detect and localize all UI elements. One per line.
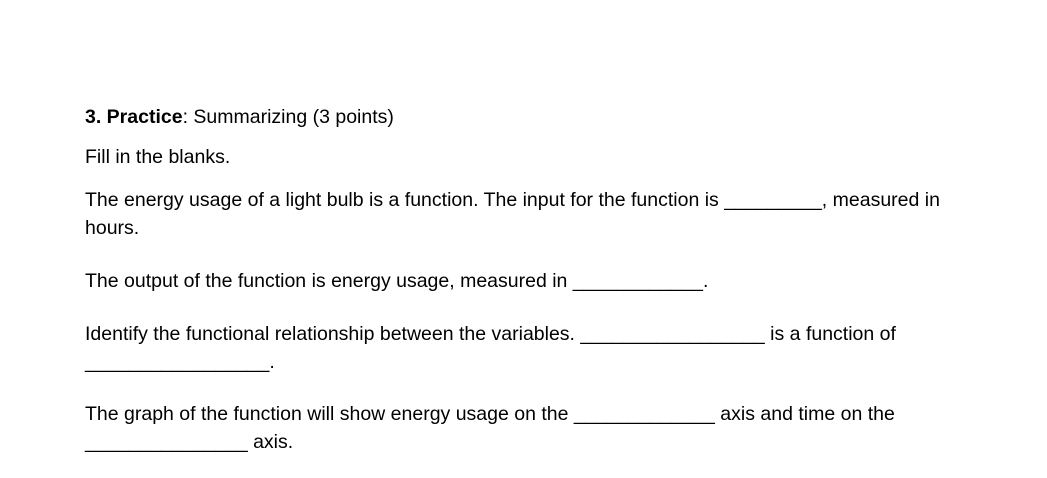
paragraph-input-line-2: hours.: [85, 217, 140, 239]
instruction-text: Fill in the blanks.: [85, 146, 231, 168]
paragraph-graph-line-1: The graph of the function will show energy usage on the _____________ axis and time on the: [85, 403, 895, 425]
paragraph-relationship-line-1: Identify the functional relationship between the variables. _________________ is a function of: [85, 323, 896, 345]
section-heading-number: 3. Practice: [85, 106, 183, 128]
paragraph-output-line-1: The output of the function is energy usage, measured in ____________.: [85, 270, 709, 292]
paragraph-relationship-line-2: _________________.: [85, 351, 275, 373]
section-heading: [85, 103, 394, 131]
section-heading-title: : Summarizing (3 points): [182, 106, 394, 128]
paragraph-input-line-1: The energy usage of a light bulb is a function. The input for the function is _________, measured in: [85, 189, 940, 211]
paragraph-graph-line-2: _______________ axis.: [85, 431, 294, 453]
